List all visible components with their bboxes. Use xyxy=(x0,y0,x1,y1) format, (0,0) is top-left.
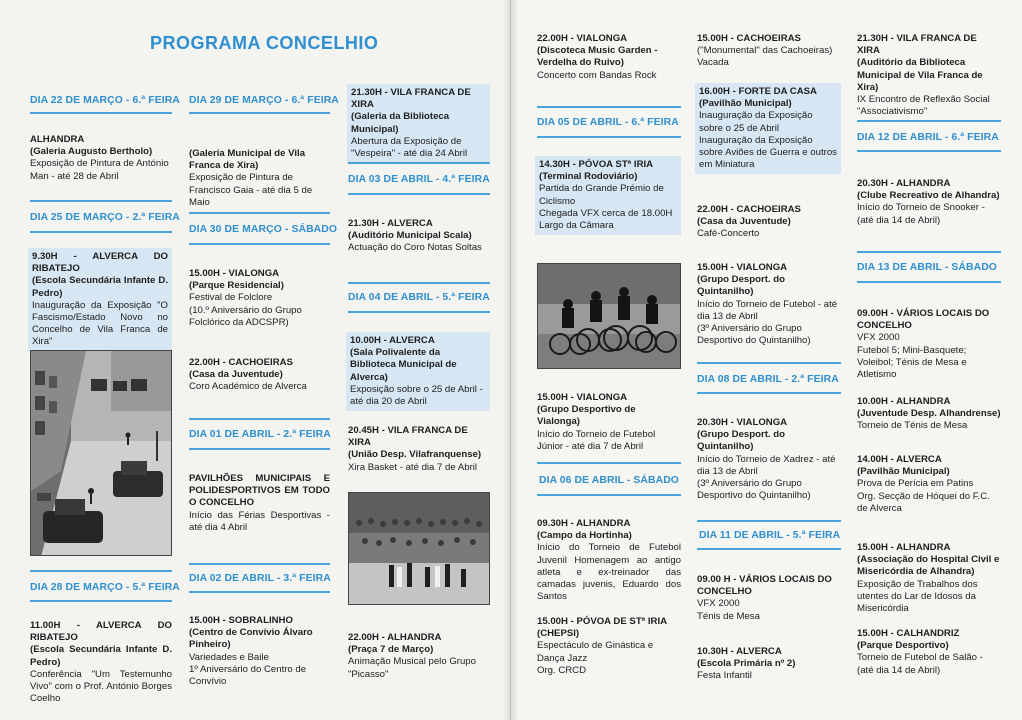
date-heading: DIA 02 DE ABRIL - 3.ª FEIRA xyxy=(189,573,331,584)
event-item: 15.00H - CACHOEIRAS ("Monumental" das Cachoeiras) Vacada xyxy=(697,33,833,69)
event-item: 22.00H - CACHOEIRAS (Casa da Juventude) Café-Concerto xyxy=(697,204,801,240)
divider xyxy=(189,212,330,214)
divider xyxy=(537,106,681,108)
event-item: 14.30H - PÓVOA STª IRIA (Terminal Rodoviário) Partida do Grande Prémio de Ciclismo Chegada VFX cerca de 18.00H Largo da Câmara xyxy=(535,156,681,235)
event-item: 09.30H - ALHANDRA (Campo da Hortinha) Início do Torneio de Futebol Juvenil Homenagem ao antigo atleta e ex-treinador das camadas juvenis, Eduardo dos Santos xyxy=(537,518,681,603)
event-item: 21.30H - VILA FRANCA DE XIRA (Galeria da Biblioteca Municipal) Abertura da Exposição de "Vespeira" - até dia 24 Abril xyxy=(347,84,490,163)
event-item: 22.00H - CACHOEIRAS (Casa da Juventude) Coro Académico de Alverca xyxy=(189,357,307,393)
date-heading: DIA 08 DE ABRIL - 2.ª FEIRA xyxy=(697,374,839,385)
divider xyxy=(697,362,841,364)
divider xyxy=(189,563,330,565)
divider xyxy=(348,311,490,313)
date-heading: DIA 04 DE ABRIL - 5.ª FEIRA xyxy=(348,292,490,303)
event-item: PAVILHÕES MUNICIPAIS E POLIDESPORTIVOS EM TODO O CONCELHO Início das Férias Desportivas - até dia 4 Abril xyxy=(189,473,330,533)
divider xyxy=(697,548,841,550)
divider xyxy=(348,193,490,195)
divider xyxy=(189,591,330,593)
event-item: ALHANDRA (Galeria Augusto Bertholo) Exposição de Pintura de António Man - até 28 de Abril xyxy=(30,134,169,182)
date-heading: DIA 22 DE MARÇO - 6.ª FEIRA xyxy=(30,95,180,106)
basketball-game-photo xyxy=(348,492,490,605)
event-item: (Galeria Municipal de Vila Franca de Xira) Exposição de Pintura de Francisco Gaia - até dia 5 de Maio xyxy=(189,148,313,208)
event-item: 16.00H - FORTE DA CASA (Pavilhão Municipal) Inauguração da Exposição sobre o 25 de Abril Inauguração da Exposição sobre Aviões de Guerra e outros em Miniatura xyxy=(695,83,841,174)
event-item: 10.00H - ALHANDRA (Juventude Desp. Alhandrense) Torneio de Ténis de Mesa xyxy=(857,396,1001,432)
divider xyxy=(697,392,841,394)
event-item: 15.00H - ALHANDRA (Associação do Hospital Civil e Misericórdia de Alhandra) Exposição de Trabalhos dos utentes do Lar de Idosos da Misericórdia xyxy=(857,542,1000,615)
event-item: 15.00H - CALHANDRIZ (Parque Desportivo) Torneio de Futebol de Salão - (até dia 14 de Abril) xyxy=(857,628,983,676)
divider xyxy=(348,282,490,284)
street-tanks-photo xyxy=(30,350,172,556)
divider xyxy=(857,150,1001,152)
divider xyxy=(189,243,330,245)
divider xyxy=(189,448,330,450)
divider xyxy=(537,136,681,138)
event-item: 22.00H - ALHANDRA (Praça 7 de Março) Animação Musical pelo Grupo "Picasso" xyxy=(348,632,476,680)
page-title: PROGRAMA CONCELHIO xyxy=(150,33,379,53)
cyclists-race-photo xyxy=(537,263,681,369)
divider xyxy=(348,162,490,164)
date-heading: DIA 30 DE MARÇO - SÁBADO xyxy=(189,224,338,235)
event-item: 15.00H - VIALONGA (Grupo Desportivo de Vialonga) Início do Torneio de Futebol Júnior - até dia 7 de Abril xyxy=(537,392,656,452)
event-item: 15.00H - PÓVOA DE STª IRIA (CHEPSI) Espectáculo de Ginástica e Dança Jazz Org. CRCD xyxy=(537,616,668,676)
event-item: 14.00H - ALVERCA (Pavilhão Municipal) Prova de Perícia em Patins Org. Secção de Hóquei do F.C. de Alverca xyxy=(857,454,990,514)
event-item: 09.00H - VÁRIOS LOCAIS DO CONCELHO VFX 2000 Futebol 5; Mini-Basquete; Voleibol; Ténis de Mesa e Atletismo xyxy=(857,308,990,381)
divider xyxy=(857,120,1001,122)
right-page xyxy=(511,0,1022,720)
divider xyxy=(189,418,330,420)
date-heading: DIA 11 DE ABRIL - 5.ª FEIRA xyxy=(699,530,841,541)
divider xyxy=(857,281,1001,283)
date-heading: DIA 06 DE ABRIL - SÁBADO xyxy=(539,475,679,486)
divider xyxy=(537,494,681,496)
event-item: 09.00 H - VÁRIOS LOCAIS DO CONCELHO VFX 2000 Ténis de Mesa xyxy=(697,574,832,622)
divider xyxy=(189,112,330,114)
date-heading: DIA 13 DE ABRIL - SÁBADO xyxy=(857,262,997,273)
divider xyxy=(697,520,841,522)
event-item: 21.30H - VILA FRANCA DE XIRA (Auditório da Biblioteca Municipal de Vila Franca de Xira) IX Encontro de Reflexão Social "Associativismo" xyxy=(857,33,990,118)
divider xyxy=(537,462,681,464)
date-heading: DIA 25 DE MARÇO - 2.ª FEIRA xyxy=(30,212,180,223)
divider xyxy=(30,112,172,114)
event-item: 20.30H - VIALONGA (Grupo Desport. do Quintanilho) Início do Torneio de Xadrez - até dia 13 de Abril (3º Aniversário do Grupo Desportivo do Quintanilho) xyxy=(697,417,836,502)
event-item: 15.00H - SOBRALINHO (Centro de Convívio Álvaro Pinheiro) Variedades e Baile 1º Aniversário do Centro de Convívio xyxy=(189,615,313,688)
date-heading: DIA 12 DE ABRIL - 6.ª FEIRA xyxy=(857,132,999,143)
divider xyxy=(30,570,172,572)
date-heading: DIA 03 DE ABRIL - 4.ª FEIRA xyxy=(348,174,490,185)
event-item: 22.00H - VIALONGA (Discoteca Music Garden - Verdelha do Ruivo) Concerto com Bandas Rock xyxy=(537,33,658,81)
date-heading: DIA 05 DE ABRIL - 6.ª FEIRA xyxy=(537,117,679,128)
event-item: 10.30H - ALVERCA (Escola Primária nº 2) Festa Infantil xyxy=(697,646,796,682)
event-item: 20.45H - VILA FRANCA DE XIRA (União Desp. Vilafranquense) Xira Basket - até dia 7 de Abril xyxy=(348,425,482,473)
divider xyxy=(857,251,1001,253)
divider xyxy=(30,200,172,202)
event-item: 21.30H - ALVERCA (Auditório Municipal Scala) Actuação do Coro Notas Soltas xyxy=(348,218,482,254)
event-item: 15.00H - VIALONGA (Grupo Desport. do Quintanilho) Início do Torneio de Futebol - até dia 13 de Abril (3º Aniversário do Grupo Desportivo do Quintanilho) xyxy=(697,262,838,347)
date-heading: DIA 01 DE ABRIL - 2.ª FEIRA xyxy=(189,429,331,440)
divider xyxy=(30,600,172,602)
event-item: 15.00H - VIALONGA (Parque Residencial) Festival de Folclore (10.º Aniversário do Grupo Folclórico da ADCSPR) xyxy=(189,268,302,328)
date-heading: DIA 29 DE MARÇO - 6.ª FEIRA xyxy=(189,95,339,106)
event-item: 10.00H - ALVERCA (Sala Polivalente da Biblioteca Municipal de Alverca) Exposição sobre o 25 de Abril - até dia 20 de Abril xyxy=(346,332,490,411)
event-item: 11.00H - ALVERCA DO RIBATEJO (Escola Secundária Infante D. Pedro) Conferência "Um Testemunho Vivo" com o Prof. António Borges Coelho xyxy=(30,620,172,705)
divider xyxy=(30,231,172,233)
date-heading: DIA 28 DE MARÇO - 5.ª FEIRA xyxy=(30,582,180,593)
event-item: 20.30H - ALHANDRA (Clube Recreativo de Alhandra) Início do Torneio de Snooker - (até dia 14 de Abril) xyxy=(857,178,1000,226)
event-item: 9.30H - ALVERCA DO RIBATEJO (Escola Secundária Infante D. Pedro) Inauguração da Exposição "O Fascismo/Estado Novo no Concelho de Vila Franca de Xira" xyxy=(28,248,172,352)
